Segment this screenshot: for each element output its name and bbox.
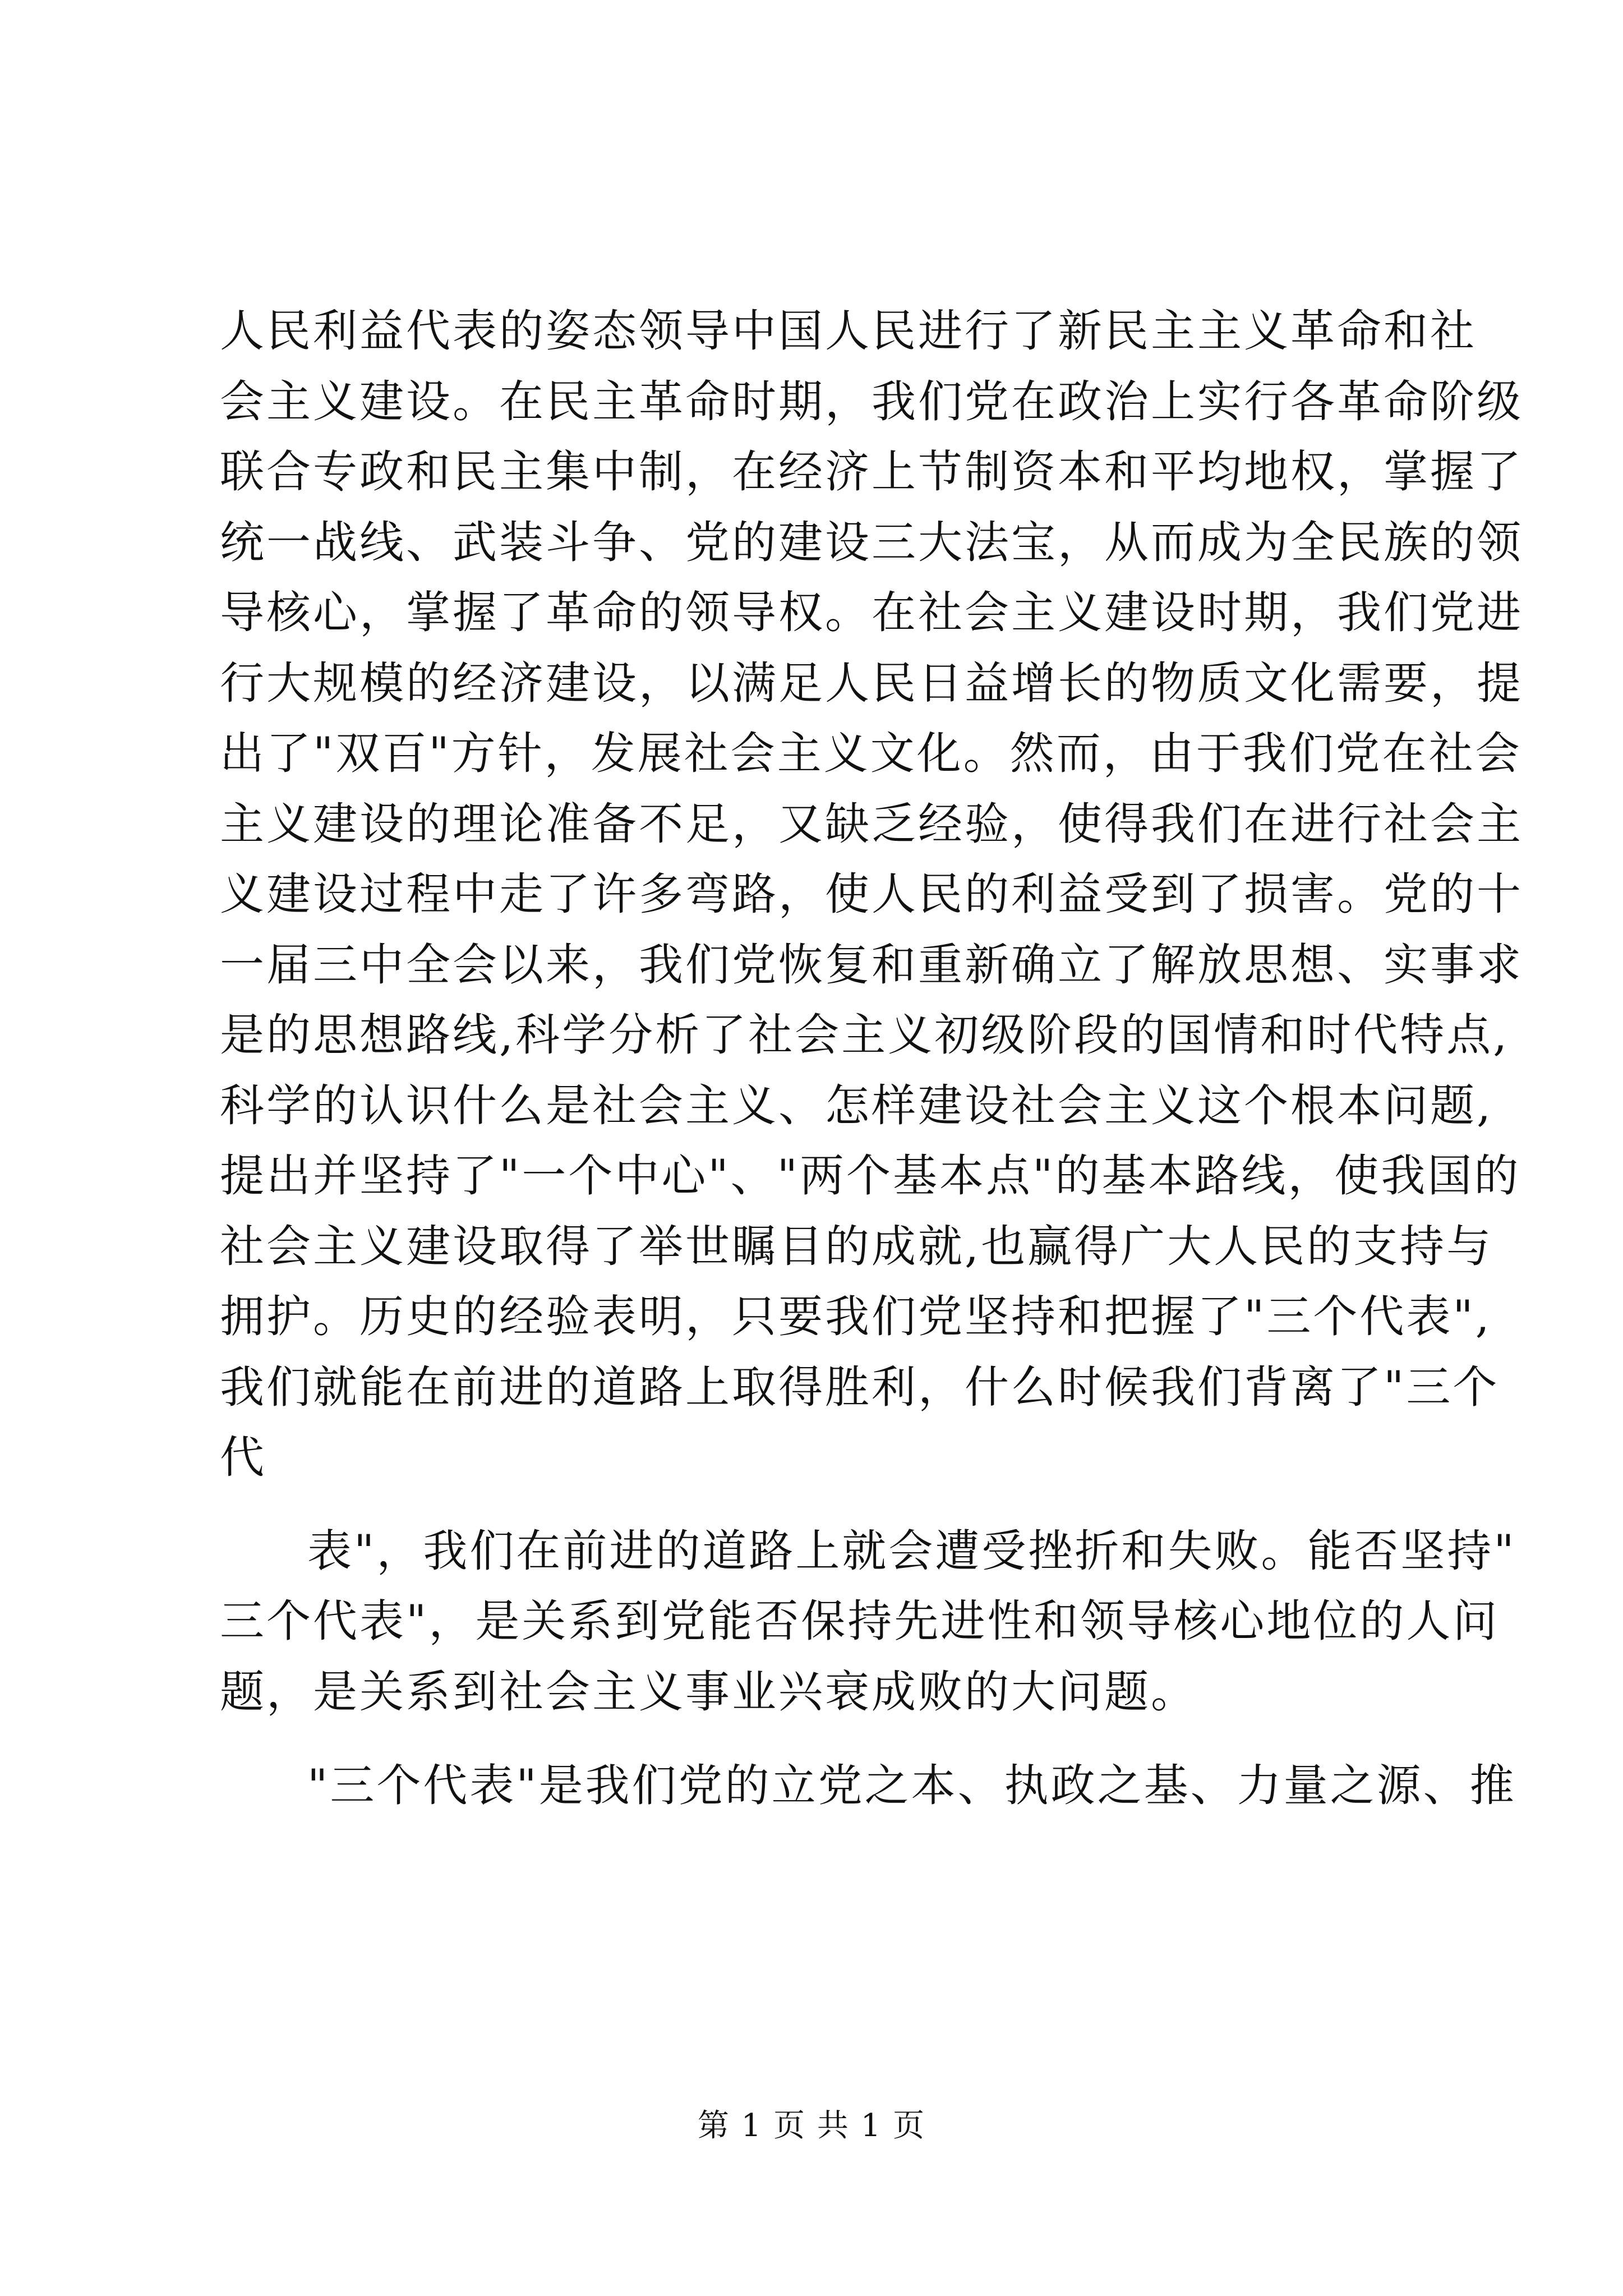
text-line-2: 会主义建设。在民主革命时期，我们党在政治上实行各革命阶级: [220, 376, 1523, 427]
text-line-11: 是的思想路线,科学分析了社会主义初级阶段的国情和时代特点,: [220, 1009, 1510, 1061]
text-line-14: 社会主义建设取得了举世瞩目的成就,也赢得广大人民的支持与: [220, 1221, 1493, 1272]
text-line-17: 代: [220, 1432, 266, 1483]
text-line-13: 提出并坚持了"一个中心"、"两个基本点"的基本路线，使我国的: [220, 1150, 1521, 1202]
text-line-1: 人民利益代表的姿态领导中国人民进行了新民主主义革命和社: [220, 305, 1477, 357]
text-line-12: 科学的认识什么是社会主义、怎样建设社会主义这个根本问题,: [220, 1080, 1493, 1131]
text-line-5: 导核心，掌握了革命的领导权。在社会主义建设时期，我们党进: [220, 587, 1523, 638]
text-line-15: 拥护。历史的经验表明，只要我们党坚持和把握了"三个代表",: [220, 1291, 1492, 1342]
text-line-19: 三个代表"，是关系到党能否保持先进性和领导核心地位的人问: [220, 1595, 1500, 1647]
text-line-20: 题，是关系到社会主义事业兴衰成败的大问题。: [220, 1666, 1197, 1718]
text-line-4: 统一战线、武装斗争、党的建设三大法宝，从而成为全民族的领: [220, 517, 1523, 568]
page-number-footer: 第 1 页 共 1 页: [697, 2108, 926, 2144]
text-line-18: 表"，我们在前进的道路上就会遭受挫折和失败。能否坚持": [307, 1525, 1516, 1577]
text-line-21: "三个代表"是我们党的立党之本、执政之基、力量之源、推: [307, 1760, 1516, 1811]
text-line-7: 出了"双百"方针，发展社会主义文化。然而，由于我们党在社会: [220, 728, 1522, 779]
text-line-10: 一届三中全会以来，我们党恢复和重新确立了解放思想、实事求: [220, 939, 1523, 991]
text-line-9: 义建设过程中走了许多弯路，使人民的利益受到了损害。党的十: [220, 868, 1523, 920]
text-line-8: 主义建设的理论准备不足，又缺乏经验，使得我们在进行社会主: [220, 798, 1523, 850]
text-line-6: 行大规模的经济建设，以满足人民日益增长的物质文化需要，提: [220, 657, 1523, 709]
text-line-3: 联合专政和民主集中制，在经济上节制资本和平均地权，掌握了: [220, 446, 1523, 498]
text-line-16: 我们就能在前进的道路上取得胜利，什么时候我们背离了"三个: [220, 1361, 1500, 1413]
